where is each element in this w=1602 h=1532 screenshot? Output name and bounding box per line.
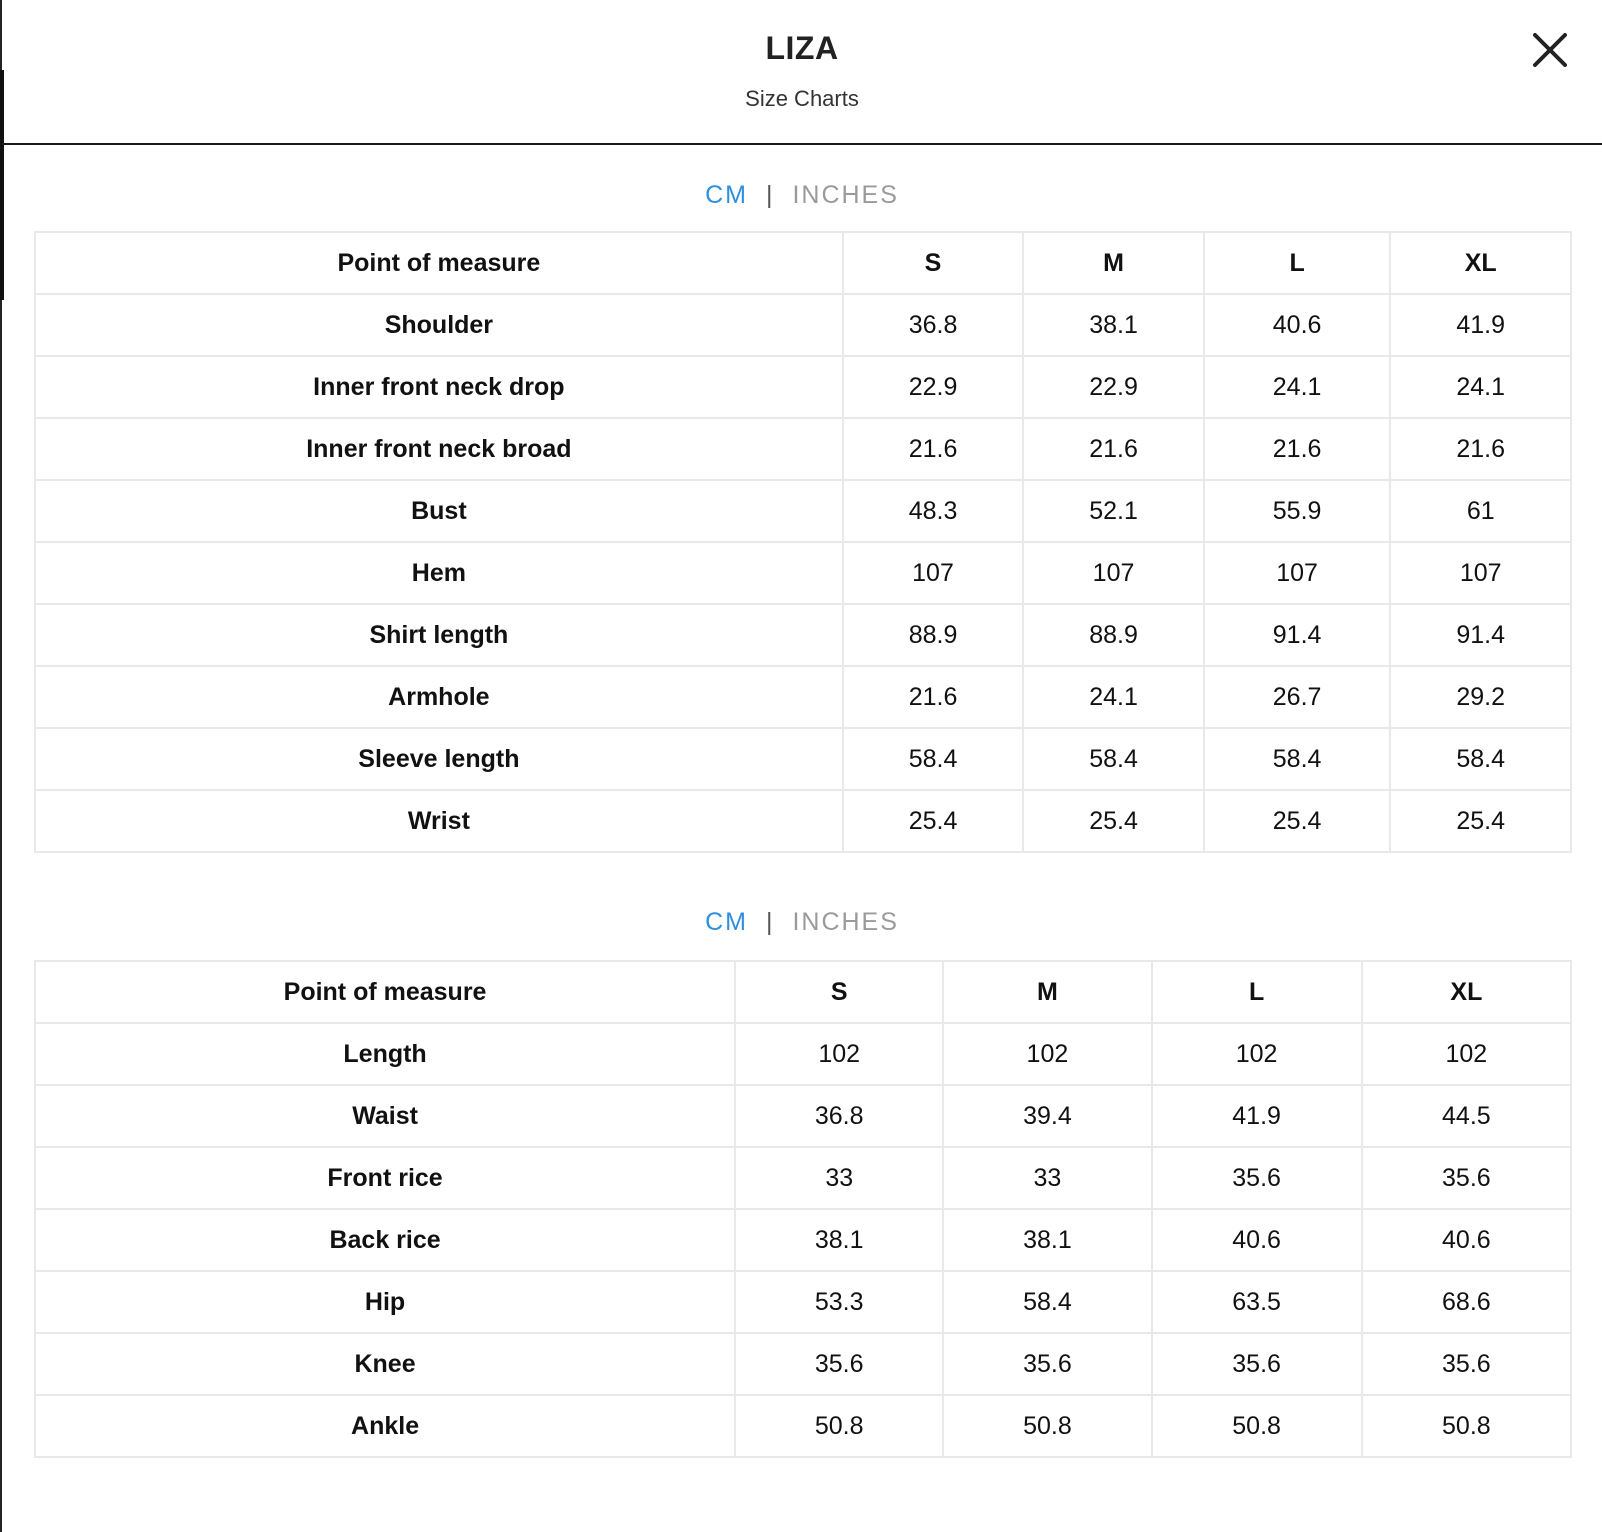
measure-label: Inner front neck broad bbox=[35, 418, 843, 480]
table-row bbox=[35, 1333, 1571, 1395]
measure-value: 44.5 bbox=[1362, 1085, 1571, 1147]
measure-value: 41.9 bbox=[1390, 294, 1571, 356]
measure-value: 50.8 bbox=[943, 1395, 1151, 1457]
measure-value: 38.1 bbox=[943, 1209, 1151, 1271]
column-header-point-of-measure: Point of measure bbox=[35, 232, 843, 294]
table-row bbox=[35, 1023, 1571, 1085]
measure-label: Sleeve length bbox=[35, 728, 843, 790]
table-row bbox=[35, 1271, 1571, 1333]
measure-label: Waist bbox=[35, 1085, 735, 1147]
measure-value: 102 bbox=[1152, 1023, 1362, 1085]
measure-value: 26.7 bbox=[1204, 666, 1391, 728]
table-row bbox=[35, 666, 1571, 728]
measure-value: 48.3 bbox=[843, 480, 1024, 542]
table-row bbox=[35, 1085, 1571, 1147]
measure-value: 63.5 bbox=[1152, 1271, 1362, 1333]
measure-value: 91.4 bbox=[1390, 604, 1571, 666]
measure-value: 88.9 bbox=[1023, 604, 1204, 666]
measure-value: 58.4 bbox=[843, 728, 1024, 790]
measure-value: 58.4 bbox=[1204, 728, 1391, 790]
measure-value: 58.4 bbox=[1390, 728, 1571, 790]
column-header-size: L bbox=[1152, 961, 1362, 1023]
measure-value: 35.6 bbox=[1362, 1147, 1571, 1209]
measure-value: 52.1 bbox=[1023, 480, 1204, 542]
measure-value: 107 bbox=[1023, 542, 1204, 604]
measure-label: Armhole bbox=[35, 666, 843, 728]
measure-value: 21.6 bbox=[843, 666, 1024, 728]
table-row bbox=[35, 294, 1571, 356]
measure-value: 33 bbox=[735, 1147, 943, 1209]
measure-label: Shirt length bbox=[35, 604, 843, 666]
measure-value: 24.1 bbox=[1390, 356, 1571, 418]
measure-value: 107 bbox=[1390, 542, 1571, 604]
product-title: LIZA bbox=[765, 30, 839, 66]
measure-value: 102 bbox=[1362, 1023, 1571, 1085]
modal-subtitle: Size Charts bbox=[745, 86, 859, 111]
measure-value: 102 bbox=[735, 1023, 943, 1085]
column-header-point-of-measure: Point of measure bbox=[35, 961, 735, 1023]
column-header-size: XL bbox=[1390, 232, 1571, 294]
header-row bbox=[35, 232, 1571, 294]
measure-value: 88.9 bbox=[843, 604, 1024, 666]
measure-value: 55.9 bbox=[1204, 480, 1391, 542]
measure-value: 25.4 bbox=[1204, 790, 1391, 852]
measure-label: Bust bbox=[35, 480, 843, 542]
table-row bbox=[35, 604, 1571, 666]
measure-value: 50.8 bbox=[1362, 1395, 1571, 1457]
close-x-icon bbox=[1532, 32, 1568, 68]
measure-label: Hem bbox=[35, 542, 843, 604]
measure-value: 35.6 bbox=[1362, 1333, 1571, 1395]
measure-value: 68.6 bbox=[1362, 1271, 1571, 1333]
unit-separator: | bbox=[765, 181, 775, 209]
column-header-size: S bbox=[843, 232, 1024, 294]
measure-value: 22.9 bbox=[843, 356, 1024, 418]
size-table-top bbox=[34, 231, 1572, 853]
measure-value: 21.6 bbox=[843, 418, 1024, 480]
table-body bbox=[35, 294, 1571, 852]
measure-value: 24.1 bbox=[1023, 666, 1204, 728]
table-row bbox=[35, 542, 1571, 604]
measure-value: 40.6 bbox=[1204, 294, 1391, 356]
measure-value: 107 bbox=[843, 542, 1024, 604]
measure-value: 91.4 bbox=[1204, 604, 1391, 666]
table-row bbox=[35, 728, 1571, 790]
measure-value: 39.4 bbox=[943, 1085, 1151, 1147]
unit-inches-tab[interactable]: INCHES bbox=[792, 908, 899, 936]
measure-value: 102 bbox=[943, 1023, 1151, 1085]
unit-cm-tab[interactable]: CM bbox=[705, 181, 748, 209]
measure-value: 38.1 bbox=[735, 1209, 943, 1271]
measure-value: 35.6 bbox=[943, 1333, 1151, 1395]
column-header-size: M bbox=[943, 961, 1151, 1023]
measure-value: 50.8 bbox=[735, 1395, 943, 1457]
measure-value: 21.6 bbox=[1390, 418, 1571, 480]
measure-value: 53.3 bbox=[735, 1271, 943, 1333]
measure-label: Knee bbox=[35, 1333, 735, 1395]
column-header-size: M bbox=[1023, 232, 1204, 294]
column-header-size: XL bbox=[1362, 961, 1571, 1023]
measure-value: 24.1 bbox=[1204, 356, 1391, 418]
measure-value: 21.6 bbox=[1023, 418, 1204, 480]
measure-value: 33 bbox=[943, 1147, 1151, 1209]
measure-value: 29.2 bbox=[1390, 666, 1571, 728]
measure-value: 61 bbox=[1390, 480, 1571, 542]
measure-value: 35.6 bbox=[735, 1333, 943, 1395]
measure-value: 22.9 bbox=[1023, 356, 1204, 418]
header-row bbox=[35, 961, 1571, 1023]
measure-label: Length bbox=[35, 1023, 735, 1085]
measure-value: 25.4 bbox=[843, 790, 1024, 852]
measure-value: 25.4 bbox=[1390, 790, 1571, 852]
measure-label: Back rice bbox=[35, 1209, 735, 1271]
measure-value: 40.6 bbox=[1362, 1209, 1571, 1271]
measure-value: 58.4 bbox=[943, 1271, 1151, 1333]
unit-cm-tab[interactable]: CM bbox=[705, 908, 748, 936]
measure-value: 36.8 bbox=[735, 1085, 943, 1147]
close-button[interactable] bbox=[1526, 26, 1574, 74]
measure-label: Front rice bbox=[35, 1147, 735, 1209]
unit-inches-tab[interactable]: INCHES bbox=[792, 181, 899, 209]
table-header bbox=[35, 232, 1571, 294]
measure-label: Ankle bbox=[35, 1395, 735, 1457]
table-row bbox=[35, 1209, 1571, 1271]
table-row bbox=[35, 790, 1571, 852]
unit-toggle-bottom bbox=[2, 902, 1602, 942]
unit-toggle-top bbox=[2, 175, 1602, 215]
measure-value: 41.9 bbox=[1152, 1085, 1362, 1147]
measure-value: 107 bbox=[1204, 542, 1391, 604]
table-row bbox=[35, 1147, 1571, 1209]
measure-value: 40.6 bbox=[1152, 1209, 1362, 1271]
measure-value: 21.6 bbox=[1204, 418, 1391, 480]
column-header-size: L bbox=[1204, 232, 1391, 294]
table-header bbox=[35, 961, 1571, 1023]
measure-label: Hip bbox=[35, 1271, 735, 1333]
column-header-size: S bbox=[735, 961, 943, 1023]
measure-label: Inner front neck drop bbox=[35, 356, 843, 418]
size-table-bottom bbox=[34, 960, 1572, 1458]
measure-value: 36.8 bbox=[843, 294, 1024, 356]
measure-value: 25.4 bbox=[1023, 790, 1204, 852]
table-row bbox=[35, 1395, 1571, 1457]
measure-value: 35.6 bbox=[1152, 1333, 1362, 1395]
table-row bbox=[35, 480, 1571, 542]
measure-value: 58.4 bbox=[1023, 728, 1204, 790]
table-row bbox=[35, 418, 1571, 480]
measure-value: 38.1 bbox=[1023, 294, 1204, 356]
measure-label: Wrist bbox=[35, 790, 843, 852]
measure-value: 50.8 bbox=[1152, 1395, 1362, 1457]
measure-value: 35.6 bbox=[1152, 1147, 1362, 1209]
unit-separator: | bbox=[765, 908, 775, 936]
table-row bbox=[35, 356, 1571, 418]
measure-label: Shoulder bbox=[35, 294, 843, 356]
table-body bbox=[35, 1023, 1571, 1457]
modal-header bbox=[2, 0, 1602, 145]
